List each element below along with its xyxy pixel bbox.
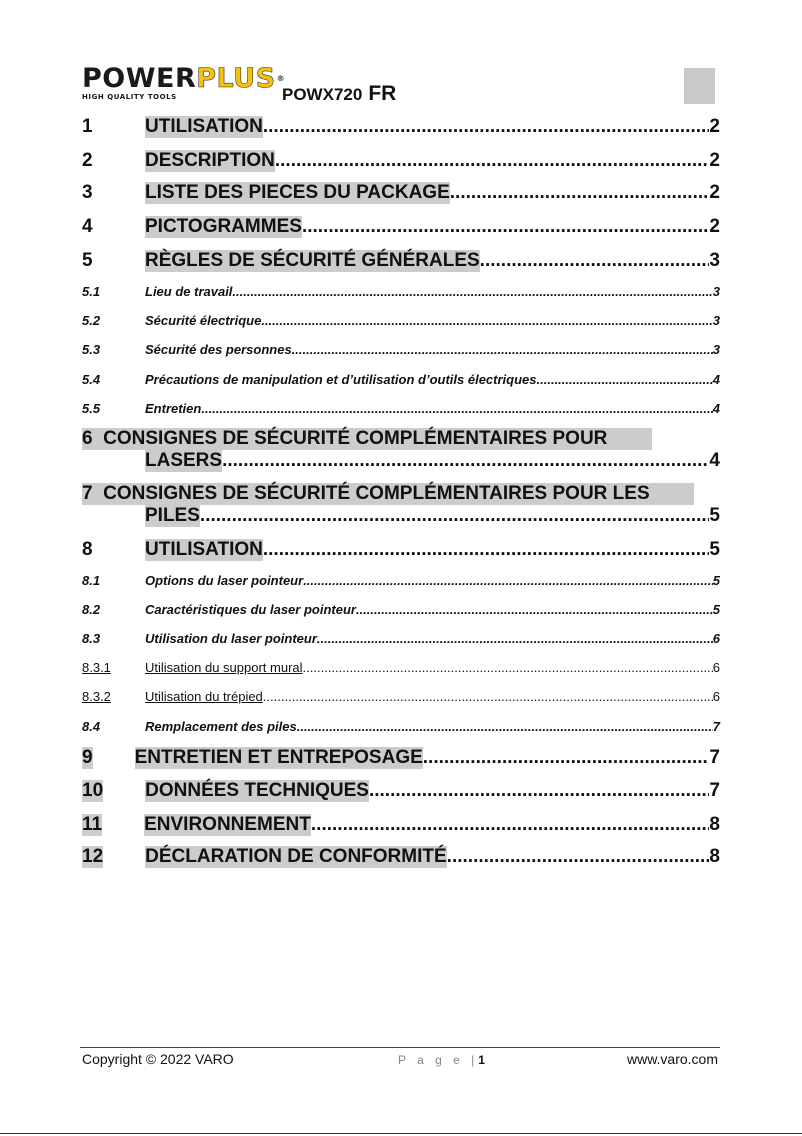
toc-number: 8.3.1 <box>82 660 111 675</box>
toc-title: UTILISATION <box>145 116 263 137</box>
toc-entry-11[interactable] <box>82 814 720 836</box>
toc-title: Entretien <box>145 401 202 416</box>
toc-title: Caractéristiques du laser pointeur <box>145 602 356 617</box>
toc-leader-dots <box>263 689 713 704</box>
toc-leader-dots <box>201 401 712 416</box>
toc-leader-dots <box>200 505 710 527</box>
toc-title: DONNÉES TECHNIQUES <box>145 780 369 801</box>
toc-entry-7[interactable] <box>82 483 720 527</box>
toc-title: Remplacement des piles <box>145 719 297 734</box>
toc-number: 5 <box>82 250 93 271</box>
toc-entry-5-4[interactable] <box>82 372 720 387</box>
toc-title-line2 <box>82 450 720 472</box>
toc-entry-8-3-1[interactable] <box>82 660 720 675</box>
logo-registered-mark: ® <box>276 74 286 83</box>
toc-number: 12 <box>82 846 104 867</box>
toc-page: 6 <box>712 631 720 646</box>
toc-entry-9[interactable] <box>82 747 720 769</box>
toc-entry-8-1[interactable] <box>82 573 720 588</box>
toc-title-text: CONSIGNES DE SÉCURITÉ COMPLÉMENTAIRES POUR <box>103 428 608 449</box>
toc-title: RÈGLES DE SÉCURITÉ GÉNÉRALES <box>145 250 480 271</box>
toc-leader-dots <box>537 372 713 387</box>
toc-title-continued: PILES <box>145 505 200 526</box>
toc-page: 6 <box>712 689 720 704</box>
page-header <box>0 0 802 115</box>
toc-page: 4 <box>712 401 720 416</box>
toc-page: 7 <box>712 719 720 734</box>
toc-title: Lieu de travail <box>145 284 233 299</box>
toc-title: DESCRIPTION <box>145 150 275 171</box>
toc-number: 8.3.2 <box>82 689 111 704</box>
toc-entry-12[interactable] <box>82 846 720 868</box>
toc-page: 6 <box>712 660 720 675</box>
toc-leader-dots <box>263 116 710 138</box>
toc-page: 8 <box>709 846 720 867</box>
toc-title: DÉCLARATION DE CONFORMITÉ <box>145 846 447 867</box>
page-label: P a g e | <box>398 1053 479 1067</box>
toc-entry-8[interactable] <box>82 539 720 561</box>
toc-page: 5 <box>712 602 720 617</box>
toc-page: 4 <box>709 450 720 471</box>
toc-leader-dots <box>261 313 712 328</box>
toc-leader-dots <box>292 342 713 357</box>
website-link[interactable]: www.varo.com <box>626 1051 718 1067</box>
toc-number: 9 <box>82 747 93 768</box>
toc-entry-5-5[interactable] <box>82 401 720 416</box>
toc-number: 8 <box>82 539 93 560</box>
toc-entry-8-3[interactable] <box>82 631 720 646</box>
toc-number: 8.3 <box>82 631 101 646</box>
toc-title-line2 <box>82 505 720 527</box>
toc-leader-dots <box>303 660 713 675</box>
toc-title: ENTRETIEN ET ENTREPOSAGE <box>134 747 423 768</box>
toc-number: 5.4 <box>82 372 101 387</box>
toc-leader-dots <box>450 182 710 204</box>
toc-number: 3 <box>82 182 93 203</box>
powerplus-logo <box>82 63 286 104</box>
toc-entry-5-1[interactable] <box>82 284 720 299</box>
toc-title: Utilisation du laser pointeur <box>145 631 317 646</box>
toc-title-line1 <box>82 428 720 450</box>
gray-marker-box <box>684 68 715 104</box>
toc-number: 8.2 <box>82 602 101 617</box>
toc-page: 7 <box>709 780 720 801</box>
toc-number: 10 <box>82 780 104 801</box>
toc-entry-5[interactable] <box>82 250 720 272</box>
toc-title-text: CONSIGNES DE SÉCURITÉ COMPLÉMENTAIRES POUR LES <box>103 483 650 504</box>
model-number: POWX720 <box>282 85 363 104</box>
toc-title: PICTOGRAMMES <box>145 216 302 237</box>
toc-title: Sécurité des personnes <box>145 342 292 357</box>
toc-entry-6[interactable] <box>82 428 720 472</box>
toc-leader-dots <box>447 846 710 868</box>
toc-number: 2 <box>82 150 93 171</box>
language-code: FR <box>368 82 397 105</box>
toc-page: 2 <box>709 116 720 137</box>
toc-entry-1[interactable] <box>82 116 720 138</box>
toc-entry-5-3[interactable] <box>82 342 720 357</box>
toc-leader-dots <box>356 602 713 617</box>
page-number: 1 <box>478 1053 485 1067</box>
toc-leader-dots <box>423 747 710 769</box>
toc-page: 5 <box>712 573 720 588</box>
toc-entry-4[interactable] <box>82 216 720 238</box>
toc-number: 8.1 <box>82 573 101 588</box>
toc-entry-8-3-2[interactable] <box>82 689 720 704</box>
toc-number: 5.1 <box>82 284 101 299</box>
toc-leader-dots <box>302 216 709 238</box>
toc-leader-dots <box>232 284 712 299</box>
toc-leader-dots <box>297 719 713 734</box>
toc-leader-dots <box>317 631 713 646</box>
toc-entry-2[interactable] <box>82 150 720 172</box>
toc-number: 5.2 <box>82 313 101 328</box>
logo-power-text: POWER <box>82 63 197 94</box>
bottom-rule <box>0 1133 802 1134</box>
toc-number: 8.4 <box>82 719 101 734</box>
toc-title: ENVIRONNEMENT <box>144 814 311 835</box>
toc-page: 8 <box>709 814 720 835</box>
toc-page: 3 <box>712 342 720 357</box>
toc-leader-dots <box>263 539 710 561</box>
toc-number: 4 <box>82 216 93 237</box>
logo-tagline: HIGH QUALITY TOOLS <box>82 93 177 101</box>
toc-page: 4 <box>712 372 720 387</box>
toc-number: 6 <box>82 428 93 449</box>
toc-page: 3 <box>712 313 720 328</box>
toc-page: 7 <box>709 747 720 768</box>
toc-entry-5-2[interactable] <box>82 313 720 328</box>
page-indicator <box>398 1053 485 1067</box>
toc-title-line1 <box>82 483 720 505</box>
toc-title: LISTE DES PIECES DU PACKAGE <box>145 182 450 203</box>
toc-leader-dots <box>303 573 713 588</box>
toc-title: Options du laser pointeur <box>145 573 304 588</box>
model-heading <box>282 82 396 106</box>
toc-page: 5 <box>709 539 720 560</box>
toc-page: 3 <box>709 250 720 271</box>
toc-page: 2 <box>709 150 720 171</box>
toc-entry-3[interactable] <box>82 182 720 204</box>
toc-number: 11 <box>82 814 103 835</box>
toc-number: 5.3 <box>82 342 101 357</box>
toc-page: 5 <box>709 505 720 526</box>
toc-number: 7 <box>82 483 93 504</box>
toc-title: UTILISATION <box>145 539 263 560</box>
toc-title: Précautions de manipulation et d’utilisation d’outils électriques <box>145 372 537 387</box>
toc-page: 2 <box>709 216 720 237</box>
toc-number: 1 <box>82 116 93 137</box>
page-footer <box>80 1047 720 1078</box>
toc-page: 3 <box>712 284 720 299</box>
toc-leader-dots <box>369 780 709 802</box>
copyright-text: Copyright © 2022 VARO <box>82 1051 234 1067</box>
toc-leader-dots <box>480 250 710 272</box>
toc-leader-dots <box>311 814 710 836</box>
toc-leader-dots <box>222 450 709 472</box>
toc-entry-8-2[interactable] <box>82 602 720 617</box>
logo-plus-text: PLUS <box>196 63 276 94</box>
toc-page: 2 <box>709 182 720 203</box>
toc-title: Utilisation du support mural <box>145 660 303 675</box>
toc-entry-8-4[interactable] <box>82 719 720 734</box>
toc-number: 5.5 <box>82 401 101 416</box>
toc-title: Sécurité électrique <box>145 313 262 328</box>
toc-title-continued: LASERS <box>145 450 223 471</box>
toc-leader-dots <box>275 150 710 172</box>
toc-entry-10[interactable] <box>82 780 720 802</box>
toc-title: Utilisation du trépied <box>145 689 263 704</box>
